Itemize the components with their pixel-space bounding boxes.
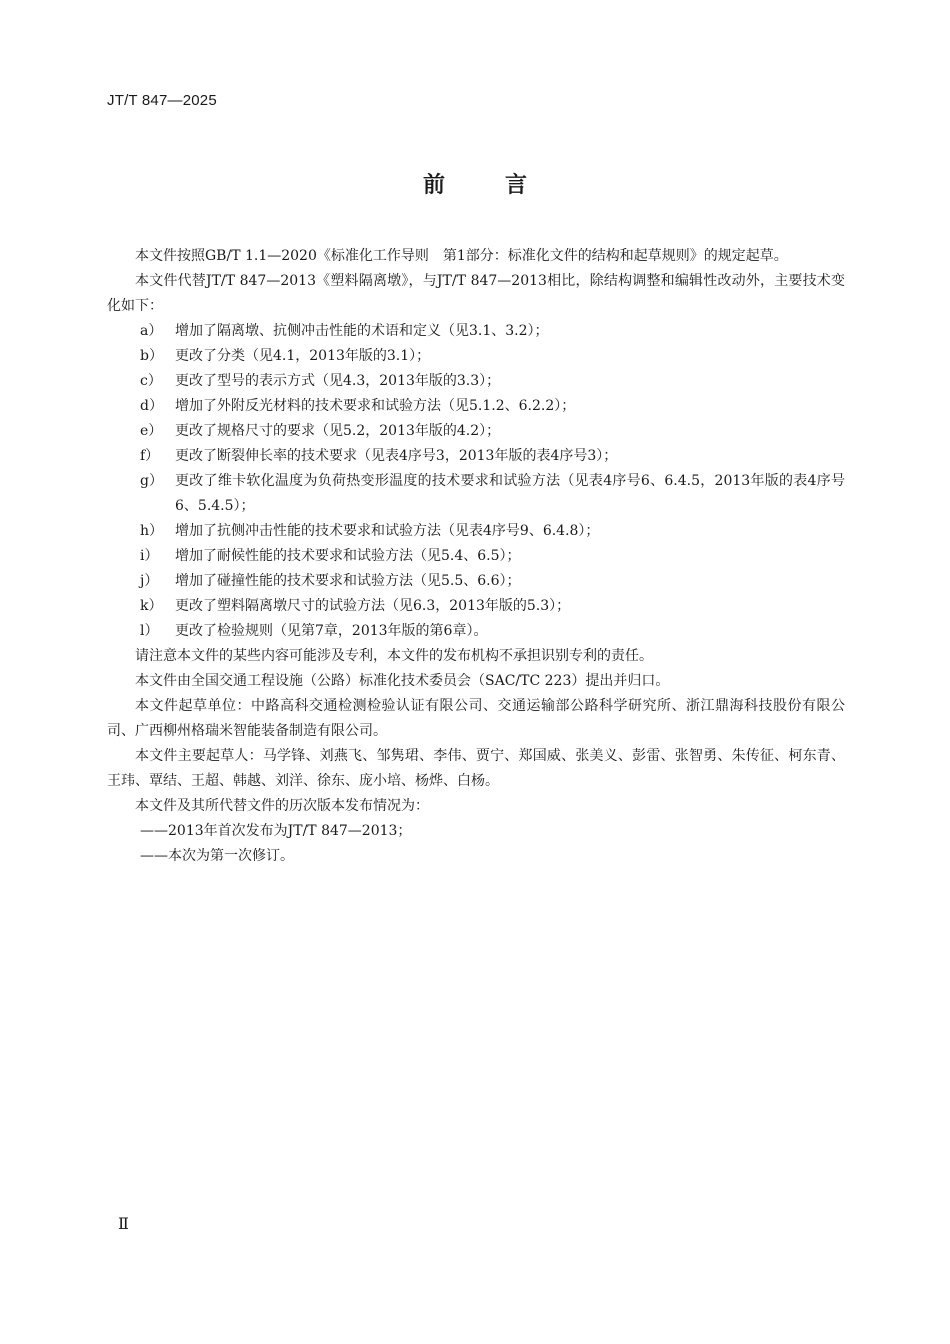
list-item bbox=[107, 544, 845, 569]
list-item-text: 增加了耐候性能的技术要求和试验方法（见5.4、6.5）； bbox=[175, 548, 521, 564]
list-item-label: b） bbox=[140, 348, 163, 364]
changes-list bbox=[107, 319, 845, 644]
list-item-label: l） bbox=[140, 623, 159, 639]
list-item bbox=[107, 469, 845, 519]
drafters-paragraph: 本文件主要起草人：马学锋、刘燕飞、邹隽珺、李伟、贾宁、郑国威、张美义、彭雷、张智勇、朱传征、柯东青、王玮、覃结、王超、韩越、刘洋、徐东、庞小培、杨烨、白杨。 bbox=[107, 748, 845, 789]
list-item-label: g） bbox=[140, 473, 163, 489]
list-item-label: f） bbox=[140, 448, 160, 464]
list-item bbox=[107, 394, 845, 419]
list-item-label: c） bbox=[140, 373, 162, 389]
list-item bbox=[107, 419, 845, 444]
page-number: Ⅱ bbox=[118, 1214, 129, 1233]
list-item-text: 更改了维卡软化温度为负荷热变形温度的技术要求和试验方法（见表4序号6、6.4.5，2013年版的表4序号6、5.4.5）； bbox=[175, 473, 845, 514]
drafting-rule-paragraph: 本文件按照GB/T 1.1—2020《标准化工作导则 第1部分：标准化文件的结构和起草规则》的规定起草。 bbox=[135, 248, 788, 264]
list-item bbox=[107, 344, 845, 369]
standard-code: JT/T 847—2025 bbox=[107, 92, 217, 109]
list-item bbox=[107, 519, 845, 544]
list-item bbox=[107, 444, 845, 469]
list-item-text: 增加了外附反光材料的技术要求和试验方法（见5.1.2、6.2.2）； bbox=[175, 398, 576, 414]
list-item bbox=[107, 569, 845, 594]
list-item-text: 更改了塑料隔离墩尺寸的试验方法（见6.3，2013年版的5.3）； bbox=[175, 598, 571, 614]
list-item-text: 更改了检验规则（见第7章，2013年版的第6章）。 bbox=[175, 623, 488, 639]
list-item-text: 增加了隔离墩、抗侧冲击性能的术语和定义（见3.1、3.2）； bbox=[175, 323, 549, 339]
replacement-paragraph: 本文件代替JT/T 847—2013《塑料隔离墩》，与JT/T 847—2013相比，除结构调整和编辑性改动外，主要技术变化如下： bbox=[107, 273, 845, 314]
list-item-label: i） bbox=[140, 548, 159, 564]
drafting-units-paragraph: 本文件起草单位：中路高科交通检测检验认证有限公司、交通运输部公路科学研究所、浙江鼎海科技股份有限公司、广西柳州格瑞米智能装备制造有限公司。 bbox=[107, 698, 845, 739]
history-line: ——本次为第一次修订。 bbox=[140, 848, 294, 864]
list-item bbox=[107, 369, 845, 394]
list-item-text: 更改了规格尺寸的要求（见5.2，2013年版的4.2）； bbox=[175, 423, 501, 439]
list-item-label: k） bbox=[140, 598, 163, 614]
list-item-label: e） bbox=[140, 423, 163, 439]
list-item bbox=[107, 594, 845, 619]
list-item bbox=[107, 619, 845, 644]
list-item-text: 增加了碰撞性能的技术要求和试验方法（见5.5、6.6）； bbox=[175, 573, 521, 589]
list-item-label: j） bbox=[140, 573, 159, 589]
history-intro-paragraph: 本文件及其所代替文件的历次版本发布情况为： bbox=[135, 798, 429, 814]
history-line: ——2013年首次发布为JT/T 847—2013； bbox=[140, 823, 412, 839]
patent-notice-paragraph: 请注意本文件的某些内容可能涉及专利，本文件的发布机构不承担识别专利的责任。 bbox=[135, 648, 653, 664]
list-item bbox=[107, 319, 845, 344]
list-item-text: 更改了分类（见4.1，2013年版的3.1）； bbox=[175, 348, 431, 364]
foreword-content bbox=[107, 244, 845, 869]
list-item-text: 更改了型号的表示方式（见4.3，2013年版的3.3）； bbox=[175, 373, 501, 389]
list-item-label: h） bbox=[140, 523, 164, 539]
list-item-text: 更改了断裂伸长率的技术要求（见表4序号3，2013年版的表4序号3）； bbox=[175, 448, 618, 464]
list-item-text: 增加了抗侧冲击性能的技术要求和试验方法（见表4序号9、6.4.8）； bbox=[175, 523, 600, 539]
page-title: 前言 bbox=[422, 173, 587, 198]
list-item-label: d） bbox=[140, 398, 163, 414]
committee-paragraph: 本文件由全国交通工程设施（公路）标准化技术委员会（SAC/TC 223）提出并归口。 bbox=[135, 673, 670, 689]
list-item-label: a） bbox=[140, 323, 163, 339]
